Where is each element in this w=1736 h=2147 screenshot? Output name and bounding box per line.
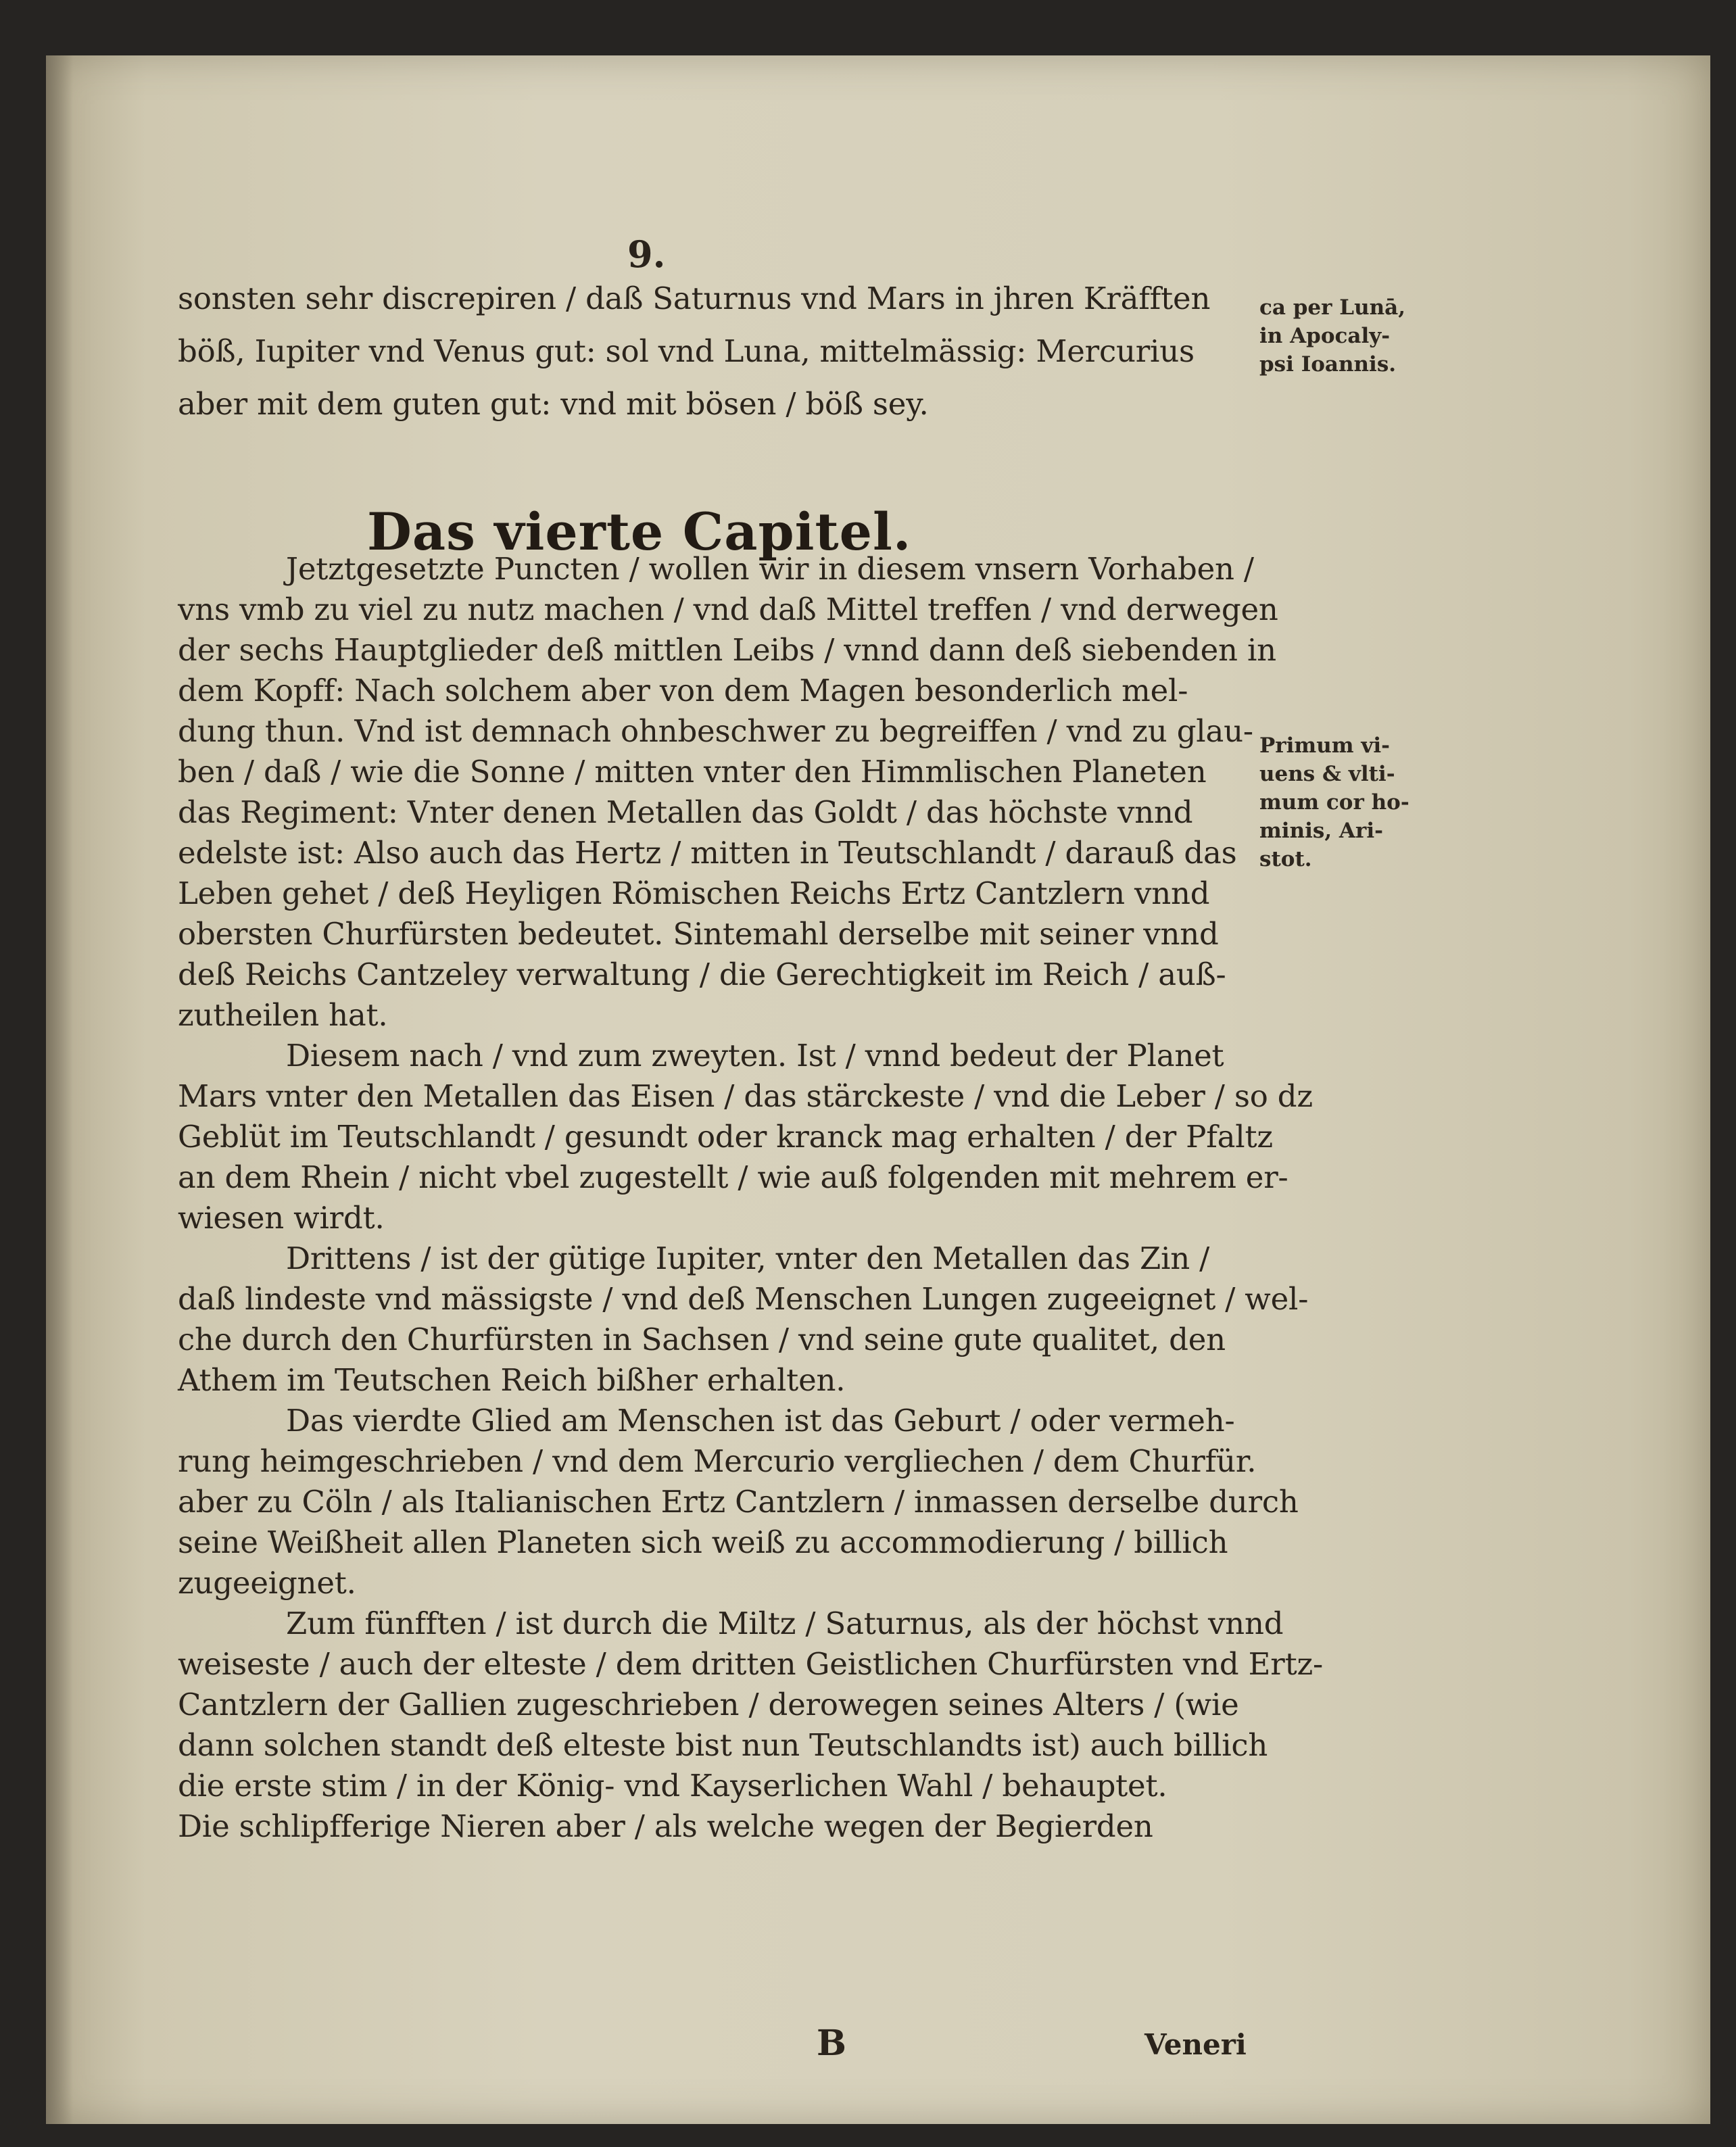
margin-note-line: ca per Lunā, — [1259, 295, 1406, 320]
book-page — [46, 55, 1710, 2124]
chapter-title: Das vierte Capitel. — [367, 502, 912, 562]
text-line: Die schlipfferige Nieren aber / als welche wegen der Begierden — [178, 1808, 1153, 1844]
text-line: daß lindeste vnd mässigste / vnd deß Menschen Lungen zugeeignet / wel- — [178, 1281, 1309, 1317]
page-edge-shadow — [46, 55, 73, 2124]
text-line: zugeeignet. — [178, 1565, 356, 1601]
margin-note-line: mum cor ho- — [1259, 790, 1409, 815]
text-line: rung heimgeschrieben / vnd dem Mercurio vergliechen / dem Churfür. — [178, 1443, 1257, 1479]
catchword: Veneri — [1144, 2028, 1247, 2061]
text-line: dung thun. Vnd ist demnach ohnbeschwer zu begreiffen / vnd zu glau- — [178, 713, 1253, 749]
margin-note-line: in Apocaly- — [1259, 324, 1391, 348]
text-line: Jetztgesetzte Puncten / wollen wir in diesem vnsern Vorhaben / — [286, 551, 1254, 587]
text-line: aber zu Cöln / als Italianischen Ertz Cantzlern / inmassen derselbe durch — [178, 1484, 1299, 1520]
text-line: wiesen wirdt. — [178, 1200, 385, 1236]
text-line: zutheilen hat. — [178, 997, 388, 1033]
text-line: che durch den Churfürsten in Sachsen / vnd seine gute qualitet, den — [178, 1322, 1226, 1357]
text-line: Diesem nach / vnd zum zweyten. Ist / vnnd bedeut der Planet — [286, 1038, 1224, 1074]
text-line: der sechs Hauptglieder deß mittlen Leibs / vnnd dann deß siebenden in — [178, 632, 1276, 668]
text-line: weiseste / auch der elteste / dem dritten Geistlichen Churfürsten vnd Ertz- — [178, 1646, 1323, 1682]
text-line: seine Weißheit allen Planeten sich weiß zu accommodierung / billich — [178, 1524, 1228, 1560]
text-line: obersten Churfürsten bedeutet. Sintemahl derselbe mit seiner vnnd — [178, 916, 1219, 952]
text-line: böß, Iupiter vnd Venus gut: sol vnd Luna, mittelmässig: Mercurius — [178, 333, 1195, 369]
text-line: Athem im Teutschen Reich bißher erhalten. — [178, 1362, 846, 1398]
text-line: Das vierdte Glied am Menschen ist das Geburt / oder vermeh- — [286, 1403, 1235, 1439]
text-line: Mars vnter den Metallen das Eisen / das stärckeste / vnd die Leber / so dz — [178, 1078, 1313, 1114]
signature-mark: B — [817, 2023, 846, 2064]
text-line: an dem Rhein / nicht vbel zugestellt / wie auß folgenden mit mehrem er- — [178, 1159, 1288, 1195]
text-line: Cantzlern der Gallien zugeschrieben / derowegen seines Alters / (wie — [178, 1687, 1239, 1722]
text-line: Geblüt im Teutschlandt / gesundt oder kranck mag erhalten / der Pfaltz — [178, 1119, 1273, 1155]
margin-note-line: uens & vlti- — [1259, 762, 1395, 786]
text-line: edelste ist: Also auch das Hertz / mitten in Teutschlandt / darauß das — [178, 835, 1237, 871]
text-line: Zum fünfften / ist durch die Miltz / Saturnus, als der höchst vnnd — [286, 1606, 1284, 1641]
text-line: sonsten sehr discrepiren / daß Saturnus vnd Mars in jhren Kräfften — [178, 281, 1211, 316]
margin-note-line: psi Ioannis. — [1259, 352, 1397, 377]
margin-note-line: stot. — [1259, 847, 1312, 871]
text-line: die erste stim / in der König- vnd Kayserlichen Wahl / behauptet. — [178, 1768, 1167, 1804]
margin-note-line: Primum vi- — [1259, 733, 1391, 758]
text-line: Leben gehet / deß Heyligen Römischen Reichs Ertz Cantzlern vnnd — [178, 875, 1210, 911]
margin-note-line: minis, Ari- — [1259, 819, 1383, 843]
page-number: 9. — [627, 233, 666, 276]
text-line: dann solchen standt deß elteste bist nun Teutschlandts ist) auch billich — [178, 1727, 1268, 1763]
text-line: vns vmb zu viel zu nutz machen / vnd daß Mittel treffen / vnd derwegen — [178, 592, 1278, 627]
text-line: aber mit dem guten gut: vnd mit bösen / böß sey. — [178, 386, 929, 422]
text-line: Drittens / ist der gütige Iupiter, vnter den Metallen das Zin / — [286, 1240, 1210, 1276]
text-line: dem Kopff: Nach solchem aber von dem Magen besonderlich mel- — [178, 673, 1188, 708]
text-line: das Regiment: Vnter denen Metallen das Goldt / das höchste vnnd — [178, 794, 1193, 830]
text-line: ben / daß / wie die Sonne / mitten vnter den Himmlischen Planeten — [178, 754, 1207, 790]
text-line: deß Reichs Cantzeley verwaltung / die Gerechtigkeit im Reich / auß- — [178, 957, 1226, 992]
